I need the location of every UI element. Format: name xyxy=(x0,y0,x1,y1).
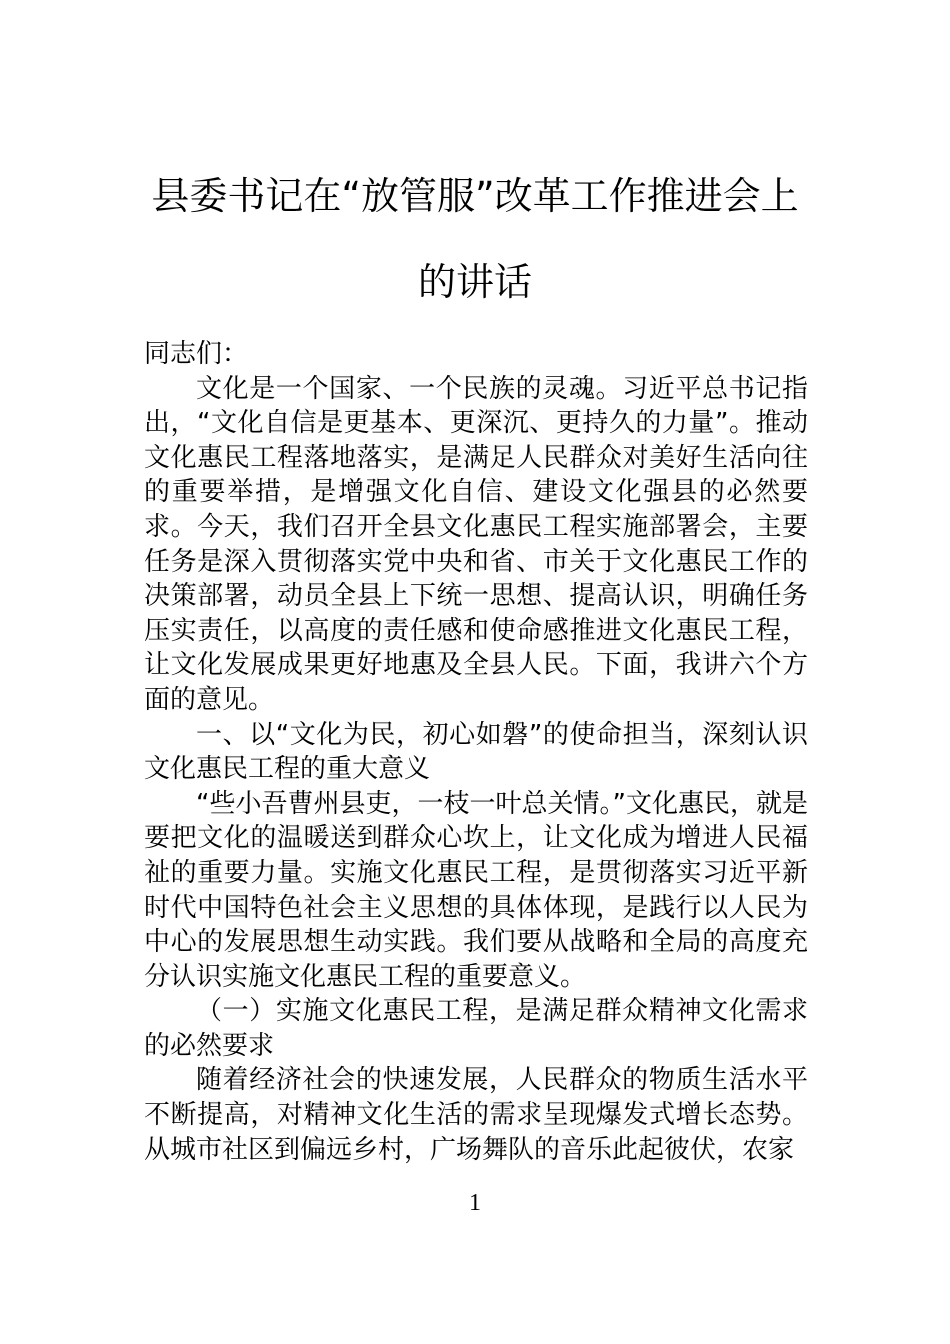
title-line-1: 县委书记在“放管服”改革工作推进会上 xyxy=(151,174,799,218)
section-heading-1: 一、以“文化为民，初心如磐”的使命担当，深刻认识文化惠民工程的重大意义 xyxy=(144,719,808,785)
document-body xyxy=(144,337,808,1167)
page-number: 1 xyxy=(469,1190,481,1216)
paragraph-section-1: “些小吾曹州县吏，一枝一叶总关情。”文化惠民，就是要把文化的温暖送到群众心坎上，让文化成为增进人民福祉的重要力量。实施文化惠民工程，是贯彻落实习近平新时代中国特色社会主义思想的具体体现，是践行以人民为中心的发展思想生动实践。我们要从战略和全局的高度充分认识实施文化惠民工程的重要意义。 xyxy=(144,788,808,992)
title-line-2: 的讲话 xyxy=(417,260,532,304)
document-title xyxy=(100,153,850,325)
paragraph-subsection-1: 随着经济社会的快速发展，人民群众的物质生活水平不断提高，对精神文化生活的需求呈现爆发式增长态势。从城市社区到偏远乡村，广场舞队的音乐此起彼伏，农家 xyxy=(144,1065,808,1165)
subsection-heading-1: （一）实施文化惠民工程，是满足群众精神文化需求的必然要求 xyxy=(144,996,808,1061)
paragraph-intro: 文化是一个国家、一个民族的灵魂。习近平总书记指出，“文化自信是更基本、更深沉、更持久的力量”。推动文化惠民工程落地落实，是满足人民群众对美好生活向往的重要举措，是增强文化自信、建设文化强县的必然要求。今天，我们召开全县文化惠民工程实施部署会，主要任务是深入贯彻落实党中央和省、市关于文化惠民工作的决策部署，动员全县上下统一思想、提高认识，明确任务压实责任，以高度的责任感和使命感推进文化惠民工程，让文化发展成果更好地惠及全县人民。下面，我讲六个方面的意见。 xyxy=(144,373,808,715)
salutation: 同志们： xyxy=(144,339,249,369)
